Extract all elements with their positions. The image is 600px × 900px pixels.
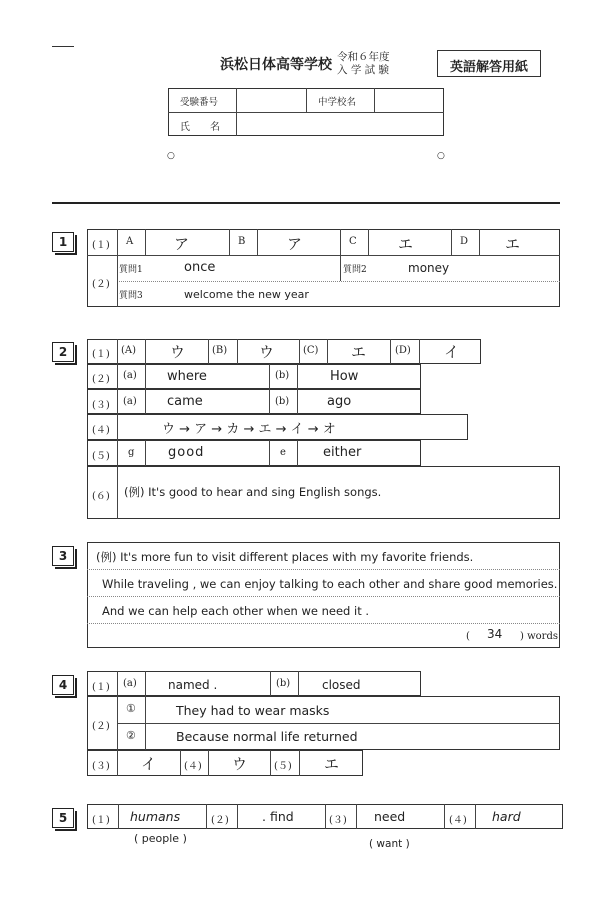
q1-2-question3-answer: welcome the new year: [184, 288, 309, 301]
sheet-title: 英語解答用紙: [449, 60, 528, 75]
exam-number-label: 受験番号: [180, 97, 219, 108]
q2-2-key-a: (a): [123, 370, 137, 381]
q1-1-answer-a: ア: [174, 235, 190, 253]
q2-6-answer: (例) It's good to hear and sing English songs.: [124, 485, 382, 499]
q5-2-label: (２): [211, 815, 229, 826]
header-divider: [52, 202, 560, 204]
q2-1-key-c: (C): [303, 345, 319, 356]
q2-6-label: (６): [92, 491, 110, 502]
q2-1-answer-c: エ: [351, 343, 367, 361]
q4-row-1: [87, 671, 421, 696]
q3-line-2: While traveling , we can enjoy talking to each other and share good memories.: [102, 577, 558, 591]
q2-1-key-b: (B): [212, 345, 228, 356]
q2-2-answer-b: How: [330, 369, 359, 384]
q2-1-answer-b: ウ: [259, 343, 275, 361]
section-5-number: 5: [52, 808, 74, 828]
q2-2-label: (２): [92, 374, 110, 385]
q5-3-answer: need: [374, 809, 406, 824]
q2-1-answer-a: ウ: [170, 343, 186, 361]
q2-1-key-a: (A): [121, 345, 137, 356]
q1-1-key-c: C: [349, 236, 357, 247]
q2-1-key-d: (D): [395, 345, 411, 356]
q2-3-key-a: (a): [123, 396, 137, 407]
middle-school-field[interactable]: [375, 89, 443, 111]
q4-3-answer: イ: [141, 755, 157, 773]
q2-4-answer: ウ → ア → カ → エ → イ → オ: [162, 422, 336, 437]
punch-hole-right: ○: [437, 151, 445, 161]
q2-2-key-b: (b): [275, 370, 290, 381]
q4-2-answer-2: Because normal life returned: [176, 729, 358, 744]
q2-row-5: [87, 440, 421, 466]
q5-1-answer: humans: [130, 809, 181, 824]
q1-1-key-b: B: [238, 236, 246, 247]
q2-5-answer-e: either: [323, 445, 362, 460]
exam-type: 入 学 試 験: [337, 64, 390, 76]
section-2-number: 2: [52, 342, 74, 362]
q3-word-count: 34: [487, 627, 503, 641]
q5-3-label: (３): [329, 815, 347, 826]
q3-line-1: (例) It's more fun to visit different places with my favorite friends.: [96, 550, 474, 564]
q5-3-note: ( want ): [369, 838, 410, 850]
q4-1-key-b: (b): [276, 678, 291, 689]
q4-2-key-1: ①: [126, 702, 136, 715]
q2-3-key-b: (b): [275, 396, 290, 407]
q1-1-answer-c: エ: [398, 235, 414, 253]
q2-1-answer-d: イ: [444, 343, 460, 361]
q2-row-2: [87, 364, 421, 389]
q5-4-answer: hard: [492, 809, 521, 824]
q2-5-key-e: e: [280, 447, 286, 458]
q1-1-label: (１): [92, 240, 110, 251]
q4-1-answer-b: closed: [322, 678, 361, 692]
q1-1-key-d: D: [460, 236, 469, 247]
q2-3-answer-b: ago: [327, 394, 352, 409]
q4-1-key-a: (a): [123, 678, 137, 689]
q1-1-answer-b: ア: [287, 235, 303, 253]
q4-5-answer: エ: [324, 755, 340, 773]
section-1-table: [87, 229, 560, 307]
q5-1-note: ( people ): [134, 832, 187, 845]
q4-2-answer-1: They had to wear masks: [176, 703, 330, 718]
q5-1-label: (１): [92, 815, 110, 826]
q2-row-3: [87, 389, 421, 414]
q4-row-3: [87, 750, 363, 776]
q1-2-question3-label: 質問3: [119, 291, 143, 301]
q1-2-question2-answer: money: [408, 261, 450, 275]
q3-word-count-open: (: [466, 631, 470, 642]
q5-2-answer: . find: [262, 809, 294, 824]
q2-row-1: [87, 339, 481, 364]
exam-year: 令和６年度: [337, 51, 390, 63]
middle-school-label: 中学校名: [318, 97, 357, 108]
q2-5-answer-g: good: [168, 445, 205, 460]
q1-2-question1-label: 質問1: [119, 265, 143, 275]
name-field[interactable]: [237, 113, 443, 135]
q1-1-key-a: A: [126, 236, 134, 247]
q1-2-question2-label: 質問2: [343, 265, 367, 275]
section-3-number: 3: [52, 546, 74, 566]
section-1-number: 1: [52, 232, 74, 252]
q5-4-label: (４): [449, 815, 467, 826]
q2-5-key-g: g: [128, 447, 135, 458]
q4-1-label: (１): [92, 682, 110, 693]
q4-1-answer-a: named .: [168, 678, 218, 692]
q1-1-answer-d: エ: [505, 235, 521, 253]
punch-hole-left: ○: [167, 151, 175, 161]
section-4-number: 4: [52, 675, 74, 695]
q3-word-count-unit: ) words: [520, 631, 558, 642]
q2-5-label: (５): [92, 451, 110, 462]
q4-4-answer: ウ: [232, 755, 248, 773]
corner-mark: [52, 46, 74, 47]
q4-2-label: (２): [92, 721, 110, 732]
q4-4-label: (４): [184, 761, 202, 772]
q4-5-label: (５): [274, 761, 292, 772]
exam-number-field[interactable]: [237, 89, 305, 111]
q2-3-label: (３): [92, 400, 110, 411]
q3-line-3: And we can help each other when we need it .: [102, 604, 370, 618]
sheet-title-box: [437, 50, 541, 77]
q2-3-answer-a: came: [167, 394, 203, 409]
q1-2-question1-answer: once: [184, 260, 216, 275]
q2-4-label: (４): [92, 425, 110, 436]
q1-2-label: (２): [92, 279, 110, 290]
q2-1-label: (１): [92, 349, 110, 360]
q4-3-label: (３): [92, 761, 110, 772]
q2-2-answer-a: where: [167, 369, 207, 384]
name-label: 氏 名: [180, 122, 220, 133]
school-name: 浜松日体高等学校: [220, 57, 332, 73]
q4-2-key-2: ②: [126, 729, 136, 742]
